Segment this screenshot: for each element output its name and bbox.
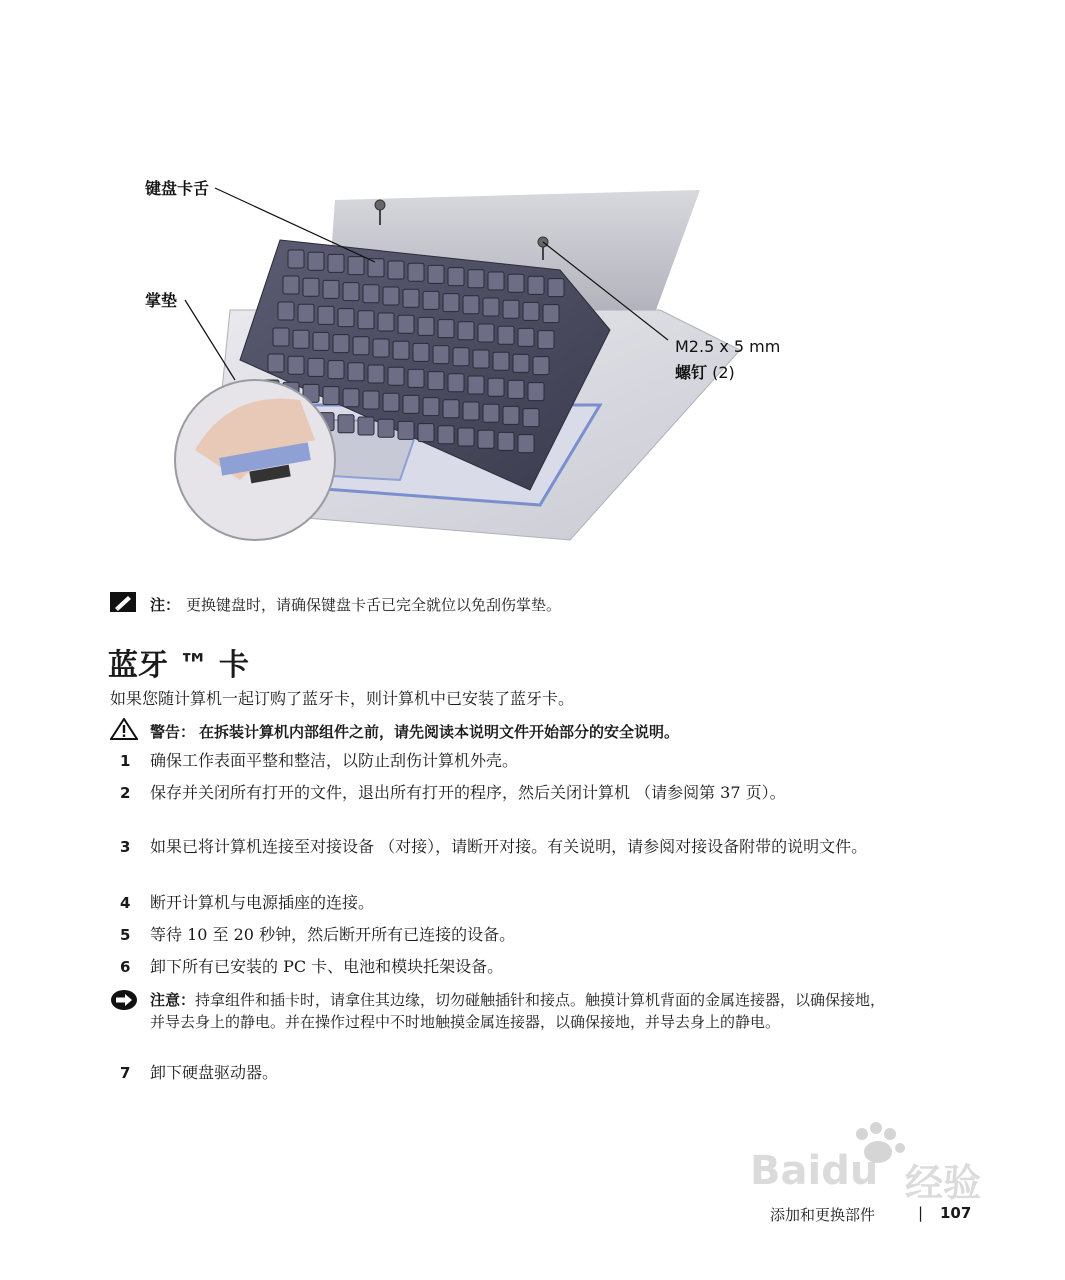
keyboard-removal-figure bbox=[100, 150, 820, 560]
keycap bbox=[483, 298, 499, 316]
keycap bbox=[288, 356, 304, 374]
keycap bbox=[368, 259, 384, 277]
warning-text: 在拆装计算机内部组件之前，请先阅读本说明文件开始部分的安全说明。 bbox=[199, 722, 680, 741]
keycap bbox=[508, 274, 524, 292]
keycap bbox=[458, 322, 474, 340]
keycap bbox=[548, 279, 564, 297]
keycap bbox=[343, 389, 359, 407]
keycap bbox=[343, 283, 359, 301]
keycap bbox=[353, 337, 369, 355]
keycap bbox=[388, 261, 404, 279]
step-number: 4 bbox=[120, 894, 131, 912]
step-item bbox=[120, 750, 880, 772]
keycap bbox=[503, 300, 519, 318]
keycap bbox=[383, 393, 399, 411]
keycap bbox=[478, 430, 494, 448]
keycap bbox=[333, 335, 349, 353]
keycap bbox=[528, 276, 544, 294]
notice-content bbox=[150, 989, 890, 1033]
keycap bbox=[438, 426, 454, 444]
section-title: 蓝牙 ™ 卡 bbox=[108, 648, 249, 683]
keycap bbox=[463, 296, 479, 314]
step-text: 确保工作表面平整和整洁，以防止刮伤计算机外壳。 bbox=[150, 751, 519, 770]
note-text: 更换键盘时，请确保键盘卡舌已完全就位以免刮伤掌垫。 bbox=[186, 595, 562, 614]
watermark-brand: Baidu bbox=[750, 1148, 879, 1194]
keycap bbox=[543, 305, 559, 323]
keycap bbox=[423, 398, 439, 416]
keycap bbox=[328, 254, 344, 272]
keycap bbox=[533, 357, 549, 375]
keycap bbox=[303, 278, 319, 296]
keycap bbox=[278, 302, 294, 320]
keycap bbox=[488, 378, 504, 396]
keycap bbox=[323, 280, 339, 298]
keycap bbox=[508, 380, 524, 398]
callout-screw bbox=[675, 360, 735, 383]
keycap bbox=[358, 417, 374, 435]
keycap bbox=[378, 313, 394, 331]
step-text: 卸下所有已安装的 PC 卡、电池和模块托架设备。 bbox=[150, 957, 504, 976]
footer-section-name: 添加和更换部件 bbox=[770, 1206, 876, 1224]
keycap bbox=[418, 424, 434, 442]
step-number: 2 bbox=[120, 784, 131, 802]
keycap bbox=[538, 331, 554, 349]
keycap bbox=[323, 387, 339, 405]
notice-block bbox=[110, 989, 890, 1033]
warning-lead: 警告： bbox=[150, 722, 196, 741]
warning-triangle-icon bbox=[110, 718, 138, 744]
keycap bbox=[403, 395, 419, 413]
callout-screw-count: (2) bbox=[712, 363, 735, 382]
keycap bbox=[288, 250, 304, 268]
keycap bbox=[348, 257, 364, 275]
keycap bbox=[363, 285, 379, 303]
callout-keyboard-tab: 键盘卡舌 bbox=[145, 179, 210, 198]
step-item bbox=[120, 1062, 880, 1084]
keycap bbox=[368, 365, 384, 383]
keycap bbox=[393, 341, 409, 359]
step-number: 7 bbox=[120, 1064, 131, 1082]
step-number: 3 bbox=[120, 838, 131, 856]
page-number: 107 bbox=[940, 1204, 972, 1222]
step-text: 保存并关闭所有打开的文件，退出所有打开的程序，然后关闭计算机 （请参阅第 37 页）。 bbox=[150, 783, 786, 802]
step-number: 6 bbox=[120, 958, 131, 976]
keycap bbox=[408, 369, 424, 387]
keycap bbox=[443, 400, 459, 418]
keycap bbox=[498, 432, 514, 450]
watermark-brand-cn: 经验 bbox=[905, 1161, 982, 1205]
note-block bbox=[110, 592, 561, 616]
keycap bbox=[453, 348, 469, 366]
step-number: 1 bbox=[120, 752, 131, 770]
keycap bbox=[428, 372, 444, 390]
keycap bbox=[308, 358, 324, 376]
keycap bbox=[448, 268, 464, 286]
step-item bbox=[120, 782, 880, 804]
callout-palm-rest: 掌垫 bbox=[145, 291, 178, 310]
step-text: 卸下硬盘驱动器。 bbox=[150, 1063, 279, 1082]
keycap bbox=[498, 326, 514, 344]
keycap bbox=[293, 330, 309, 348]
keycap bbox=[463, 402, 479, 420]
keycap bbox=[523, 302, 539, 320]
warning-block bbox=[110, 718, 679, 744]
keycap bbox=[403, 289, 419, 307]
step-item bbox=[120, 956, 880, 978]
keycap bbox=[488, 272, 504, 290]
keycap bbox=[398, 315, 414, 333]
keycap bbox=[383, 287, 399, 305]
baidu-watermark bbox=[740, 1118, 1000, 1205]
keycap bbox=[408, 263, 424, 281]
keycap bbox=[308, 252, 324, 270]
keycap bbox=[428, 265, 444, 283]
keycap bbox=[518, 328, 534, 346]
keycap bbox=[433, 346, 449, 364]
callout-screw-label: 螺钉 bbox=[675, 363, 708, 382]
keycap bbox=[458, 428, 474, 446]
keycap bbox=[448, 374, 464, 392]
keycap bbox=[483, 404, 499, 422]
note-lead: 注： bbox=[150, 595, 181, 614]
step-item bbox=[120, 892, 880, 914]
keycap bbox=[468, 270, 484, 288]
keycap bbox=[438, 320, 454, 338]
keycap bbox=[418, 317, 434, 335]
keycap bbox=[373, 339, 389, 357]
keycap bbox=[338, 415, 354, 433]
step-item bbox=[120, 836, 880, 858]
notice-lead: 注意： bbox=[150, 991, 196, 1009]
keycap bbox=[443, 294, 459, 312]
keycap bbox=[518, 435, 534, 453]
keycap bbox=[423, 291, 439, 309]
keycap bbox=[358, 311, 374, 329]
keycap bbox=[328, 361, 344, 379]
keycap bbox=[318, 306, 334, 324]
keycap bbox=[513, 354, 529, 372]
callout-screw-size: M2.5 x 5 mm bbox=[675, 337, 781, 356]
keycap bbox=[493, 352, 509, 370]
keycap bbox=[273, 328, 289, 346]
keycap bbox=[363, 391, 379, 409]
keycap bbox=[313, 332, 329, 350]
keycap bbox=[398, 421, 414, 439]
step-item bbox=[120, 924, 880, 946]
keycap bbox=[503, 406, 519, 424]
keycap bbox=[528, 383, 544, 401]
keycap bbox=[523, 409, 539, 427]
step-number: 5 bbox=[120, 926, 131, 944]
keycap bbox=[468, 376, 484, 394]
keycap bbox=[388, 367, 404, 385]
keycap bbox=[378, 419, 394, 437]
keycap bbox=[413, 343, 429, 361]
footer-separator: | bbox=[918, 1204, 924, 1222]
step-text: 如果已将计算机连接至对接设备 （对接），请断开对接。有关说明，请参阅对接设备附带的说明文件。 bbox=[150, 837, 868, 856]
step-text: 断开计算机与电源插座的连接。 bbox=[150, 893, 375, 912]
keycap bbox=[283, 276, 299, 294]
pencil-note-icon bbox=[110, 592, 136, 616]
keycap bbox=[298, 304, 314, 322]
keycap bbox=[473, 350, 489, 368]
keycap bbox=[268, 354, 284, 372]
section-intro: 如果您随计算机一起订购了蓝牙卡，则计算机中已安装了蓝牙卡。 bbox=[110, 689, 575, 708]
step-text: 等待 10 至 20 秒钟，然后断开所有已连接的设备。 bbox=[150, 925, 516, 944]
keycap bbox=[338, 309, 354, 327]
keycap bbox=[478, 324, 494, 342]
notice-arrow-icon bbox=[110, 989, 138, 1017]
notice-text: 持拿组件和插卡时，请拿住其边缘，切勿碰触插针和接点。触摸计算机背面的金属连接器，以确保接地，并导去身上的静电。并在操作过程中不时地触摸金属连接器，以确保接地，并导去身上的静电。 bbox=[150, 991, 886, 1031]
keycap bbox=[348, 363, 364, 381]
